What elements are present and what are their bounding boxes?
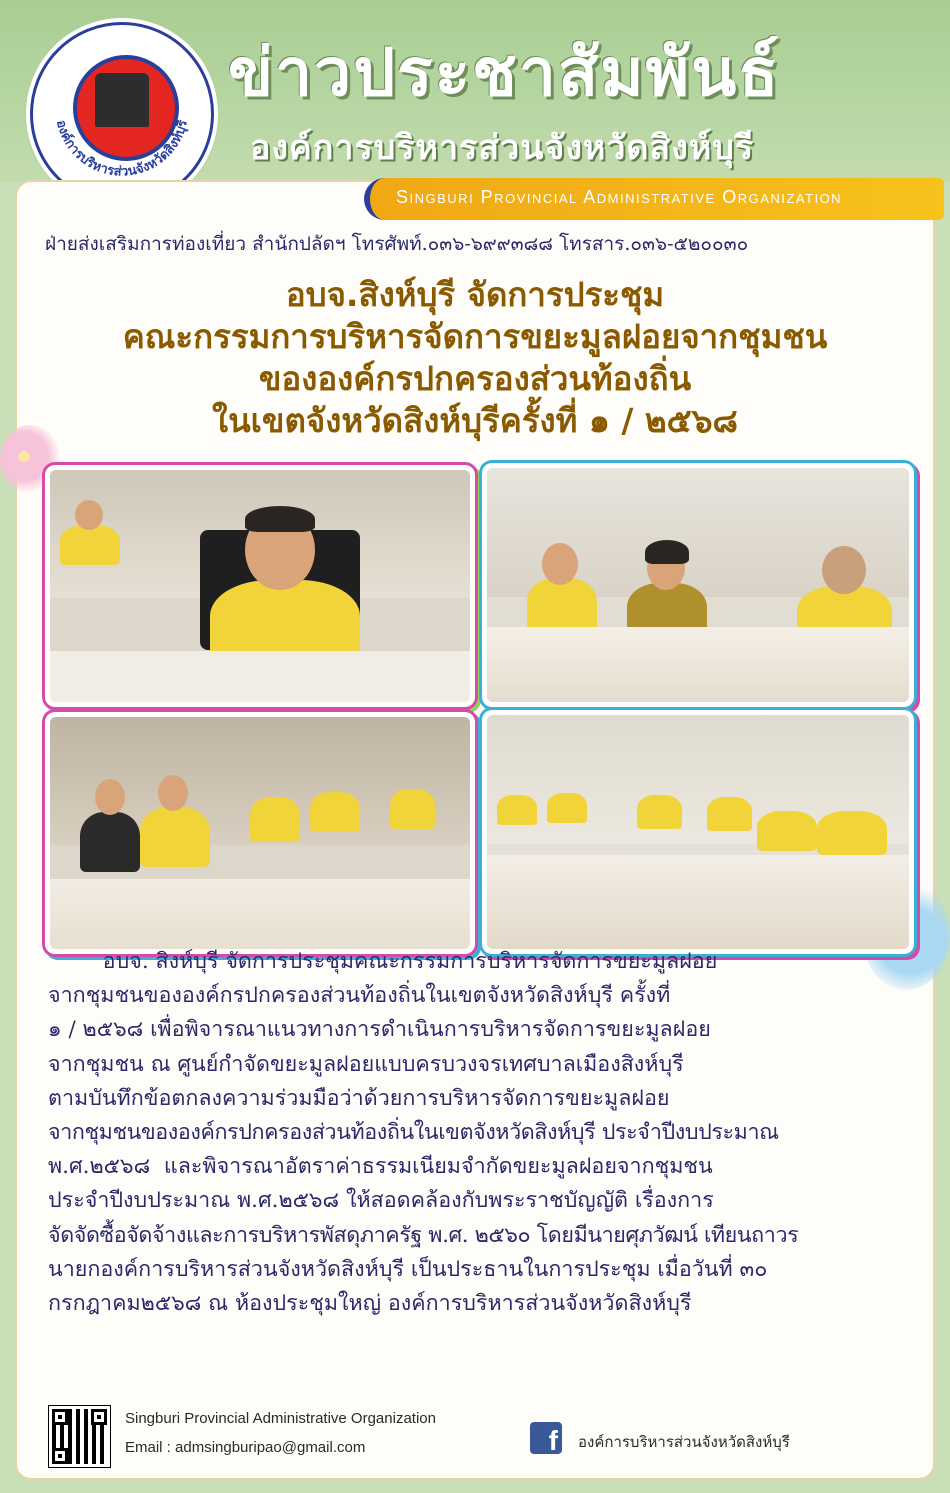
org-english-banner	[364, 178, 944, 220]
qr-code-icon	[49, 1406, 110, 1467]
org-english-name: Singburi Provincial Administrative Organization	[396, 187, 843, 207]
body-line: พ.ศ.๒๕๖๘ และพิจารณาอัตราค่าธรรมเนียมจำกัดขยะมูลฝอยจากชุมชน	[48, 1154, 713, 1180]
footer-email: Email : admsingburipao@gmail.com	[125, 1439, 366, 1456]
footer-facebook-name[interactable]: องค์การบริหารส่วนจังหวัดสิงห์บุรี	[578, 1433, 790, 1451]
body-line: ตามบันทึกข้อตกลงความร่วมมือว่าด้วยการบริหารจัดการขยะมูลฝอย	[48, 1085, 670, 1111]
body-line: จัดจัดซื้อจัดจ้างและการบริหารพัสดุภาครัฐ พ.ศ. ๒๕๖๐ โดยมีนายศุภวัฒน์ เทียนถาวร	[48, 1222, 799, 1248]
headline-line-2: คณะกรรมการบริหารจัดการขยะมูลฝอยจากชุมชน	[122, 317, 828, 356]
org-logo	[30, 22, 214, 206]
meeting-photo-4	[482, 710, 914, 954]
body-line: จากชุมชน ณ ศูนย์กำจัดขยะมูลฝอยแบบครบวงจรเทศบาลเมืองสิงห์บุรี	[48, 1051, 684, 1077]
headline-line-3: ขององค์กรปกครองส่วนท้องถิ่น	[258, 359, 692, 398]
headline-line-1: อบจ.สิงห์บุรี จัดการประชุม	[285, 275, 665, 314]
meeting-photo-1	[45, 465, 475, 707]
body-line: ประจำปีงบประมาณ พ.ศ.๒๕๖๘ ให้สอดคล้องกับพระราชบัญญัติ เรื่องการ	[48, 1188, 714, 1214]
headline-line-4: ในเขตจังหวัดสิงห์บุรีครั้งที่ ๑ / ๒๕๖๘	[211, 401, 739, 440]
contact-line: ฝ่ายส่งเสริมการท่องเที่ยว สำนักปลัดฯ โทรศัพท์.๐๓๖-๖๙๙๓๘๘ โทรสาร.๐๓๖-๕๒๐๐๓๐	[45, 233, 749, 255]
meeting-photo-3	[45, 712, 475, 954]
article-body	[48, 945, 908, 1321]
meeting-photo-2	[482, 463, 914, 707]
body-line: จากชุมชนขององค์กรปกครองส่วนท้องถิ่นในเขตจังหวัดสิงห์บุรี ครั้งที่	[48, 983, 671, 1009]
body-line: อบจ. สิงห์บุรี จัดการประชุมคณะกรรมการบริหารจัดการขยะมูลฝอย	[48, 949, 718, 974]
body-line: ๑ / ๒๕๖๘ เพื่อพิจารณาแนวทางการดำเนินการบริหารจัดการขยะมูลฝอย	[48, 1017, 711, 1043]
body-line: นายกองค์การบริหารส่วนจังหวัดสิงห์บุรี เป็นประธานในการประชุม เมื่อวันที่ ๓๐	[48, 1256, 768, 1282]
svg-text:องค์การบริหารส่วนจังหวัดสิงห์บ: องค์การบริหารส่วนจังหวัดสิงห์บุรี	[53, 118, 191, 180]
body-line: จากชุมชนขององค์กรปกครองส่วนท้องถิ่นในเขตจังหวัดสิงห์บุรี ประจำปีงบประมาณ	[48, 1120, 779, 1146]
facebook-icon[interactable]: f	[530, 1422, 562, 1454]
footer-org-name: Singburi Provincial Administrative Organization	[125, 1410, 436, 1427]
page-subtitle: องค์การบริหารส่วนจังหวัดสิงห์บุรี	[250, 128, 755, 168]
page-title: ข่าวประชาสัมพันธ์	[228, 33, 781, 111]
body-line: กรกฎาคม๒๕๖๘ ณ ห้องประชุมใหญ่ องค์การบริหารส่วนจังหวัดสิงห์บุรี	[48, 1291, 692, 1317]
logo-ring-text	[33, 25, 211, 203]
